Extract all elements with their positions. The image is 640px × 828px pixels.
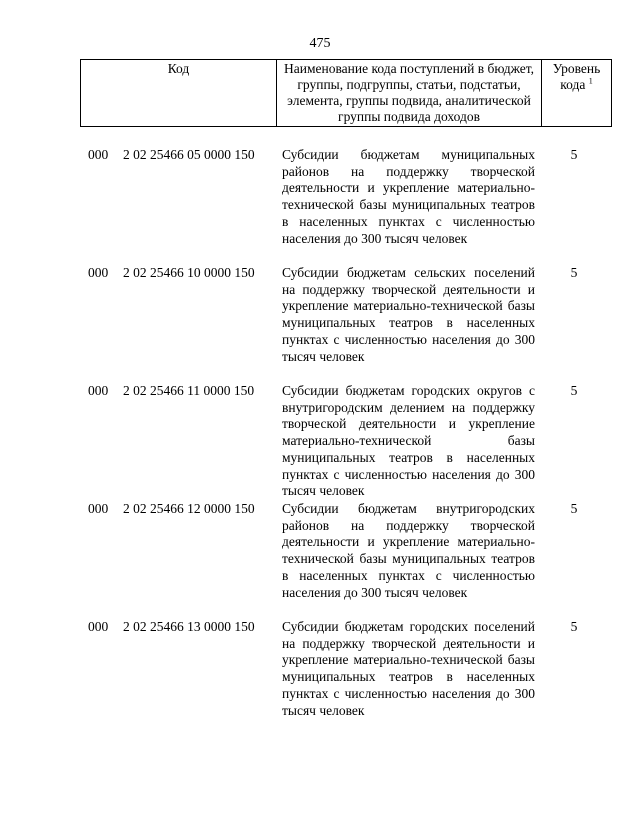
row-revenue-code: 2 02 25466 10 0000 150 [123, 265, 255, 280]
row-revenue-code: 2 02 25466 12 0000 150 [123, 501, 255, 516]
row-revenue-code: 2 02 25466 05 0000 150 [123, 147, 255, 162]
table-row [0, 383, 640, 501]
table-row [0, 501, 640, 619]
header-level-label: Уровень кода [552, 61, 601, 92]
table-row [0, 147, 640, 265]
header-name: Наименование кода поступлений в бюджет, группы, подгруппы, статьи, подстатьи, элемента, группы подвида, аналитической группы подвида доходов [277, 60, 542, 126]
row-name: Субсидии бюджетам внутригородских районов на поддержку творческой деятельности и укрепление материально-технической базы муниципальных театров в населенных пунктах с численностью населения до 300 тысяч человек [282, 501, 535, 600]
row-admin-code: 000 [88, 501, 109, 516]
table-row [0, 619, 640, 737]
row-level: 5 [570, 383, 578, 398]
row-level: 5 [570, 501, 578, 516]
row-revenue-code: 2 02 25466 11 0000 150 [123, 383, 255, 398]
row-name: Субсидии бюджетам городских округов с внутригородским делением на поддержку творческой деятельности и укрепление материально-технической базы муниципальных театров в населенных пунктах с численностью населения до 300 тысяч человек [282, 383, 535, 499]
row-level: 5 [570, 265, 578, 280]
row-admin-code: 000 [88, 619, 109, 634]
row-name: Субсидии бюджетам муниципальных районов на поддержку творческой деятельности и укрепление материально-технической базы муниципальных театров в населенных пунктах с численностью населения до 300 тысяч человек [282, 147, 535, 246]
table-header [80, 59, 612, 127]
page-number: 475 [309, 36, 331, 51]
row-admin-code: 000 [88, 147, 109, 162]
row-admin-code: 000 [88, 265, 109, 280]
header-level [542, 60, 611, 126]
row-name: Субсидии бюджетам городских поселений на поддержку творческой деятельности и укрепление материально-технической базы муниципальных театров в населенных пунктах с численностью населения до 300 тысяч человек [282, 619, 535, 718]
row-admin-code: 000 [88, 383, 109, 398]
row-level: 5 [570, 619, 578, 634]
header-level-footnote: 1 [588, 76, 593, 86]
table-row [0, 265, 640, 383]
table-body [0, 147, 640, 737]
header-code: Код [81, 60, 277, 126]
row-name: Субсидии бюджетам сельских поселений на поддержку творческой деятельности и укрепление материально-технической базы муниципальных театров в населенных пунктах с численностью населения до 300 тысяч человек [282, 265, 535, 364]
row-revenue-code: 2 02 25466 13 0000 150 [123, 619, 255, 634]
row-level: 5 [570, 147, 578, 162]
